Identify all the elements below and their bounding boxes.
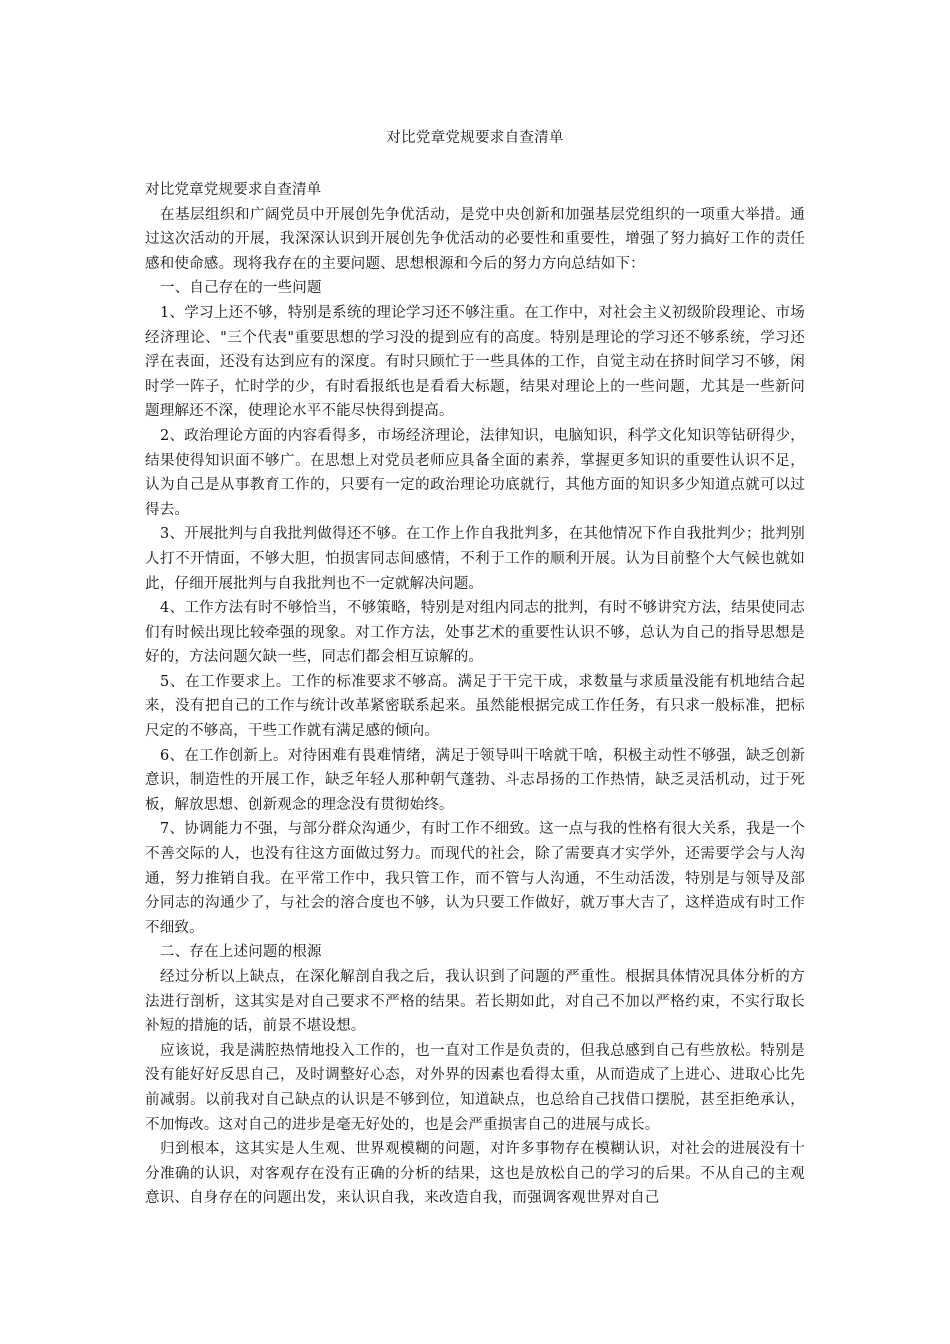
problem-item-5: 5、在工作要求上。工作的标准要求不够高。满足于干完干成，求数量与求质量没能有机地结合起来，没有把自己的工作与统计改革紧密联系起来。虽然能根据完成工作任务，有只求一般标准，把标尺定的不够高，干些工作就有满足感的倾向。 [145, 673, 805, 740]
problem-item-3: 3、开展批判与自我批判做得还不够。在工作上作自我批判多，在其他情况下作自我批判少；批判别人打不开情面，不够大胆，怕损害同志间感情，不利于工作的顺利开展。认为目前整个大气候也就如此，仔细开展批判与自我批判也不一定就解决问题。 [145, 526, 805, 592]
problem-item-6: 6、在工作创新上。对待困难有畏难情绪，满足于领导叫干啥就干啥，积极主动性不够强，缺乏创新意识，制造性的开展工作，缺乏年轻人那种朝气蓬勃、斗志昂扬的工作热情，缺乏灵活机动，过于死板，解放思想、创新观念的理念没有贯彻始终。 [145, 747, 805, 813]
intro-paragraph: 在基层组织和广阔党员中开展创先争优活动，是党中央创新和加强基层党组织的一项重大举措。通过这次活动的开展，我深深认识到开展创先争优活动的必要性和重要性，增强了努力搞好工作的责任感和使命感。现将我存在的主要问题、思想根源和今后的努力方向总结如下： [145, 206, 805, 272]
roots-paragraph-2: 应该说，我是满腔热情地投入工作的，也一直对工作是负责的，但我总感到自己有些放松。特别是没有能好好反思自己，及时调整好心态，对外界的因素也看得太重，从而造成了上进心、进取心比先前减弱。以前我对自己缺点的认识是不够到位，知道缺点，也总给自己找借口摆脱，甚至拒绝承认，不加悔改。这对自己的进步是毫无好处的，也是会严重损害自己的进展与成长。 [145, 1042, 805, 1133]
section-heading-roots: 二、存在上述问题的根源 [160, 944, 322, 961]
problem-item-1: 1、学习上还不够，特别是系统的理论学习还不够注重。在工作中，对社会主义初级阶段理论、市场经济理论、"三个代表"重要思想的学习没的提到应有的高度。特别是理论的学习还不够系统，学习还浮在表面，还没有达到应有的深度。有时只顾忙于一些具体的工作，自觉主动在挤时间学习不够，闲时学一阵子，忙时学的少，有时看报纸也是看看大标题，结果对理论上的一些问题，尤其是一些新问题理解还不深，使理论水平不能尽快得到提高。 [145, 304, 805, 420]
document-title: 对比党章党规要求自查清单 [386, 130, 564, 146]
roots-paragraph-1: 经过分析以上缺点，在深化解剖自我之后，我认识到了问题的严重性。根据具体情况具体分析的方法进行剖析，这其实是对自己要求不严格的结果。若长期如此，对自己不加以严格约束，不实行取长补短的措施的话，前景不堪设想。 [145, 969, 805, 1035]
section-heading-problems: 一、自己存在的一些问题 [160, 280, 322, 297]
roots-paragraph-3: 归到根本，这其实是人生观、世界观模糊的问题，对许多事物存在模糊认识，对社会的进展没有十分准确的认识，对客观存在没有正确的分析的结果，这也是放松自己的学习的后果。不从自己的主观意识、自身存在的问题出发，来认识自我，来改造自我，而强调客观世界对自己 [145, 1141, 805, 1207]
document-body [145, 178, 805, 1211]
problem-item-2: 2、政治理论方面的内容看得多，市场经济理论，法律知识，电脑知识，科学文化知识等钻研得少，结果使得知识面不够广。在思想上对党员老师应具备全面的素养，掌握更多知识的重要性认识不足，认为自己是从事教育工作的，只要有一定的政治理论功底就行，其他方面的知识多少知道点就可以过得去。 [145, 427, 805, 518]
problem-item-7: 7、协调能力不强，与部分群众沟通少，有时工作不细致。这一点与我的性格有很大关系，我是一个不善交际的人，也没有往这方面做过努力。而现代的社会，除了需要真才实学外，还需要学会与人沟通，努力推销自我。在平常工作中，我只管工作，而不管与人沟通，不生动活泼，特别是与领导及部分同志的沟通少了，与社会的溶合度也不够，认为只要工作做好，就万事大吉了，这样造成有时工作不细致。 [145, 821, 805, 936]
problem-item-4: 4、工作方法有时不够恰当，不够策略，特别是对组内同志的批判，有时不够讲究方法，结果使同志们有时候出现比较牵强的现象。对工作方法，处事艺术的重要性认识不够，总认为自己的指导思想是好的，方法问题欠缺一些，同志们都会相互谅解的。 [145, 600, 805, 666]
body-heading: 对比党章党规要求自查清单 [145, 182, 322, 198]
